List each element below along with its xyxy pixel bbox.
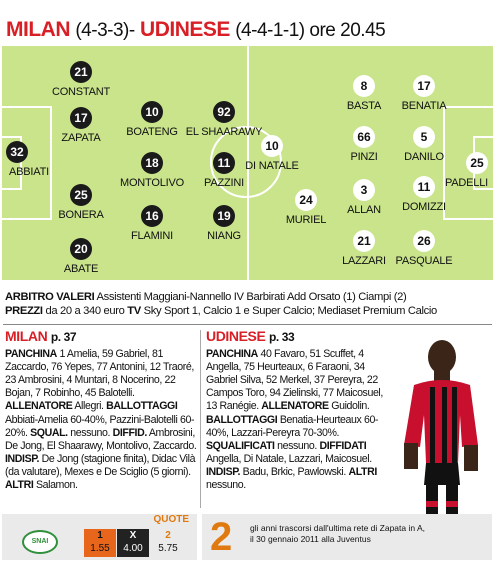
squal-label: SQUALIFICATI <box>206 439 275 452</box>
tv-label: TV <box>127 305 141 317</box>
udinese-player <box>374 75 474 112</box>
player-number: 25 <box>70 184 92 206</box>
allenatore-label: ALLENATORE <box>5 400 73 413</box>
player-name: ABATE <box>63 263 99 275</box>
player-name: BENATIA <box>401 100 447 112</box>
match-title <box>6 18 385 42</box>
player-name: BASTA <box>346 100 382 112</box>
player-number: 17 <box>70 107 92 129</box>
milan-player <box>174 101 274 138</box>
indisp-label: INDISP. <box>5 452 40 465</box>
odd-value: 4.00 <box>123 543 143 554</box>
player-number: 10 <box>261 135 283 157</box>
player-number: 11 <box>213 152 235 174</box>
team2-formation: (4-4-1-1) ore 20.45 <box>235 20 386 41</box>
player-name: MONTOLIVO <box>119 177 184 189</box>
player-number: 26 <box>413 230 435 252</box>
player-number: 32 <box>6 141 28 163</box>
allenatore-text: Guidolin. <box>331 400 370 413</box>
player-name: MURIEL <box>285 214 327 226</box>
ballottaggi-label: BALLOTTAGGI <box>206 413 278 426</box>
indisp-text: Badu, Brkic, Pawlowski. <box>242 465 346 478</box>
odd-x <box>117 529 149 557</box>
stat-number: 2 <box>210 515 233 559</box>
player-name: BOATENG <box>126 126 178 138</box>
quote-box <box>2 514 197 560</box>
ballottaggi-label: BALLOTTAGGI <box>106 400 178 413</box>
team1-name: MILAN <box>6 18 70 41</box>
snai-logo: SNAI <box>22 530 58 554</box>
panchina-text: 1 Amelia, 59 Gabriel, 81 Zaccardo, 76 Yepes, 77 Antonini, 12 Traoré, 23 Ambrosini, 4 Muntari, 8 Nocerino, 22 Bojan, 7 Robinho, 45 Balotelli. <box>5 348 194 400</box>
player-name: PASQUALE <box>395 255 453 267</box>
player-number: 10 <box>141 101 163 123</box>
player-name: ALLAN <box>347 204 381 216</box>
milan-column <box>5 330 197 492</box>
odd-sign: X <box>129 530 137 541</box>
odd-value: 5.75 <box>158 543 178 554</box>
diffid-label: DIFFID. <box>112 426 147 439</box>
prezzi-line <box>5 304 491 318</box>
odd-2 <box>152 529 184 557</box>
odd-sign: 1 <box>97 530 103 541</box>
stat-box <box>202 514 492 560</box>
udinese-column-body <box>206 348 384 492</box>
player-name: DI NATALE <box>245 160 299 172</box>
top-bar <box>0 0 495 5</box>
ballottaggi-text: Benatia-Heurteaux 60-40%, Lazzari-Pereyra 70-30%. <box>206 413 379 439</box>
panchina-label: PANCHINA <box>206 348 258 361</box>
squal-label: SQUAL. <box>30 426 68 439</box>
odd-value: 1.55 <box>90 543 110 554</box>
player-name: FLAMINI <box>131 230 173 242</box>
udinese-column-team: UDINESE <box>206 328 266 344</box>
player-name: PAZZINI <box>204 177 244 189</box>
player-name: NIANG <box>207 230 241 242</box>
indisp-label: INDISP. <box>206 465 241 478</box>
team2-name: UDINESE <box>140 18 230 41</box>
milan-player <box>2 141 62 178</box>
player-number: 5 <box>413 126 435 148</box>
player-number: 24 <box>295 189 317 211</box>
player-name: LAZZARI <box>342 255 386 267</box>
arbitro-line <box>5 290 491 304</box>
arbitro-text: Assistenti Maggiani-Nannello IV Barbirati Add Orsato (1) Ciampi (2) <box>96 291 407 303</box>
tv-text: Sky Sport 1, Calcio 1 e Super Calcio; Mediaset Premium Calcio <box>143 305 437 317</box>
quote-label: QUOTE <box>153 514 189 525</box>
panchina-text: 40 Favaro, 51 Scuffet, 4 Angella, 75 Heurteaux, 6 Faraoni, 34 Gabriel Silva, 52 Merkel, 37 Pereyra, 22 Campos Toro, 94 Zielinski, 77 Maicosuel, 13 Ranégie. <box>206 348 383 413</box>
diffid-text: Angella, Di Natale, Lazzari, Maicosuel. <box>206 452 372 465</box>
player-number: 3 <box>353 179 375 201</box>
allenatore-label: ALLENATORE <box>261 400 329 413</box>
player-number: 19 <box>213 205 235 227</box>
player-number: 20 <box>70 238 92 260</box>
prezzi-text: da 20 a 340 euro <box>45 305 125 317</box>
player-name: PADELLI <box>444 177 488 189</box>
milan-column-page: p. 37 <box>50 330 77 344</box>
title-dash: - <box>128 20 135 41</box>
player-name: ZAPATA <box>61 132 101 144</box>
player-name: CONSTANT <box>51 86 111 98</box>
player-number: 66 <box>353 126 375 148</box>
panchina-label: PANCHINA <box>5 348 57 361</box>
udinese-player <box>222 135 322 172</box>
column-divider <box>200 330 201 508</box>
player-number: 16 <box>141 205 163 227</box>
allenatore-text: Allegri. <box>74 400 104 413</box>
altri-label: ALTRI <box>5 479 34 492</box>
diffid-text: Ambrosini, De Jong, El Shaarawy, Montolivo, Zaccardo. <box>5 426 197 452</box>
odd-1 <box>84 529 116 557</box>
altri-text: nessuno. <box>206 479 246 492</box>
player-name: EL SHAARAWY <box>185 126 263 138</box>
player-name: PINZI <box>350 151 378 163</box>
player-number: 11 <box>413 176 435 198</box>
milan-column-team: MILAN <box>5 328 48 344</box>
player-name: BONERA <box>58 209 104 221</box>
milan-column-header <box>5 330 197 344</box>
player-number: 92 <box>213 101 235 123</box>
altri-text: Salamon. <box>35 479 78 492</box>
player-name: DOMIZZI <box>402 201 446 213</box>
udinese-player <box>374 230 474 267</box>
milan-player <box>31 61 131 98</box>
diffid-label: DIFFIDATI <box>319 439 367 452</box>
udinese-column-page: p. 33 <box>268 330 295 344</box>
divider <box>3 324 492 325</box>
indisp-text: De Jong (stagione finita), Didac Vilà (da valutare), Mexes e De Sciglio (5 giorni). <box>5 452 196 478</box>
arbitro-label: ARBITRO VALERI <box>5 291 95 303</box>
pitch <box>2 46 493 280</box>
ballottaggi-text: Abbiati-Amelia 60-40%, Pazzini-Balotelli 60-20%. <box>5 413 195 439</box>
udinese-column-header <box>206 330 384 344</box>
player-number: 8 <box>353 75 375 97</box>
udinese-player <box>432 152 492 189</box>
altri-label: ALTRI <box>348 465 377 478</box>
player-name: ABBIATI <box>9 166 49 178</box>
player-number: 17 <box>413 75 435 97</box>
milan-player <box>31 238 131 275</box>
prezzi-label: PREZZI <box>5 305 43 317</box>
player-name: DANILO <box>404 151 444 163</box>
player-number: 21 <box>353 230 375 252</box>
squal-text: nessuno. <box>70 426 111 439</box>
odd-sign: 2 <box>165 530 171 541</box>
player-number: 21 <box>70 61 92 83</box>
team1-formation: (4-3-3) <box>75 20 129 41</box>
milan-column-body <box>5 348 197 492</box>
player-number: 18 <box>141 152 163 174</box>
squal-text: nessuno. <box>277 439 317 452</box>
player-number: 25 <box>466 152 488 174</box>
stat-text: gli anni trascorsi dall'ultima rete di Zapata in A, il 30 gennaio 2011 alla Juventus <box>250 523 426 544</box>
udinese-column <box>206 330 384 492</box>
